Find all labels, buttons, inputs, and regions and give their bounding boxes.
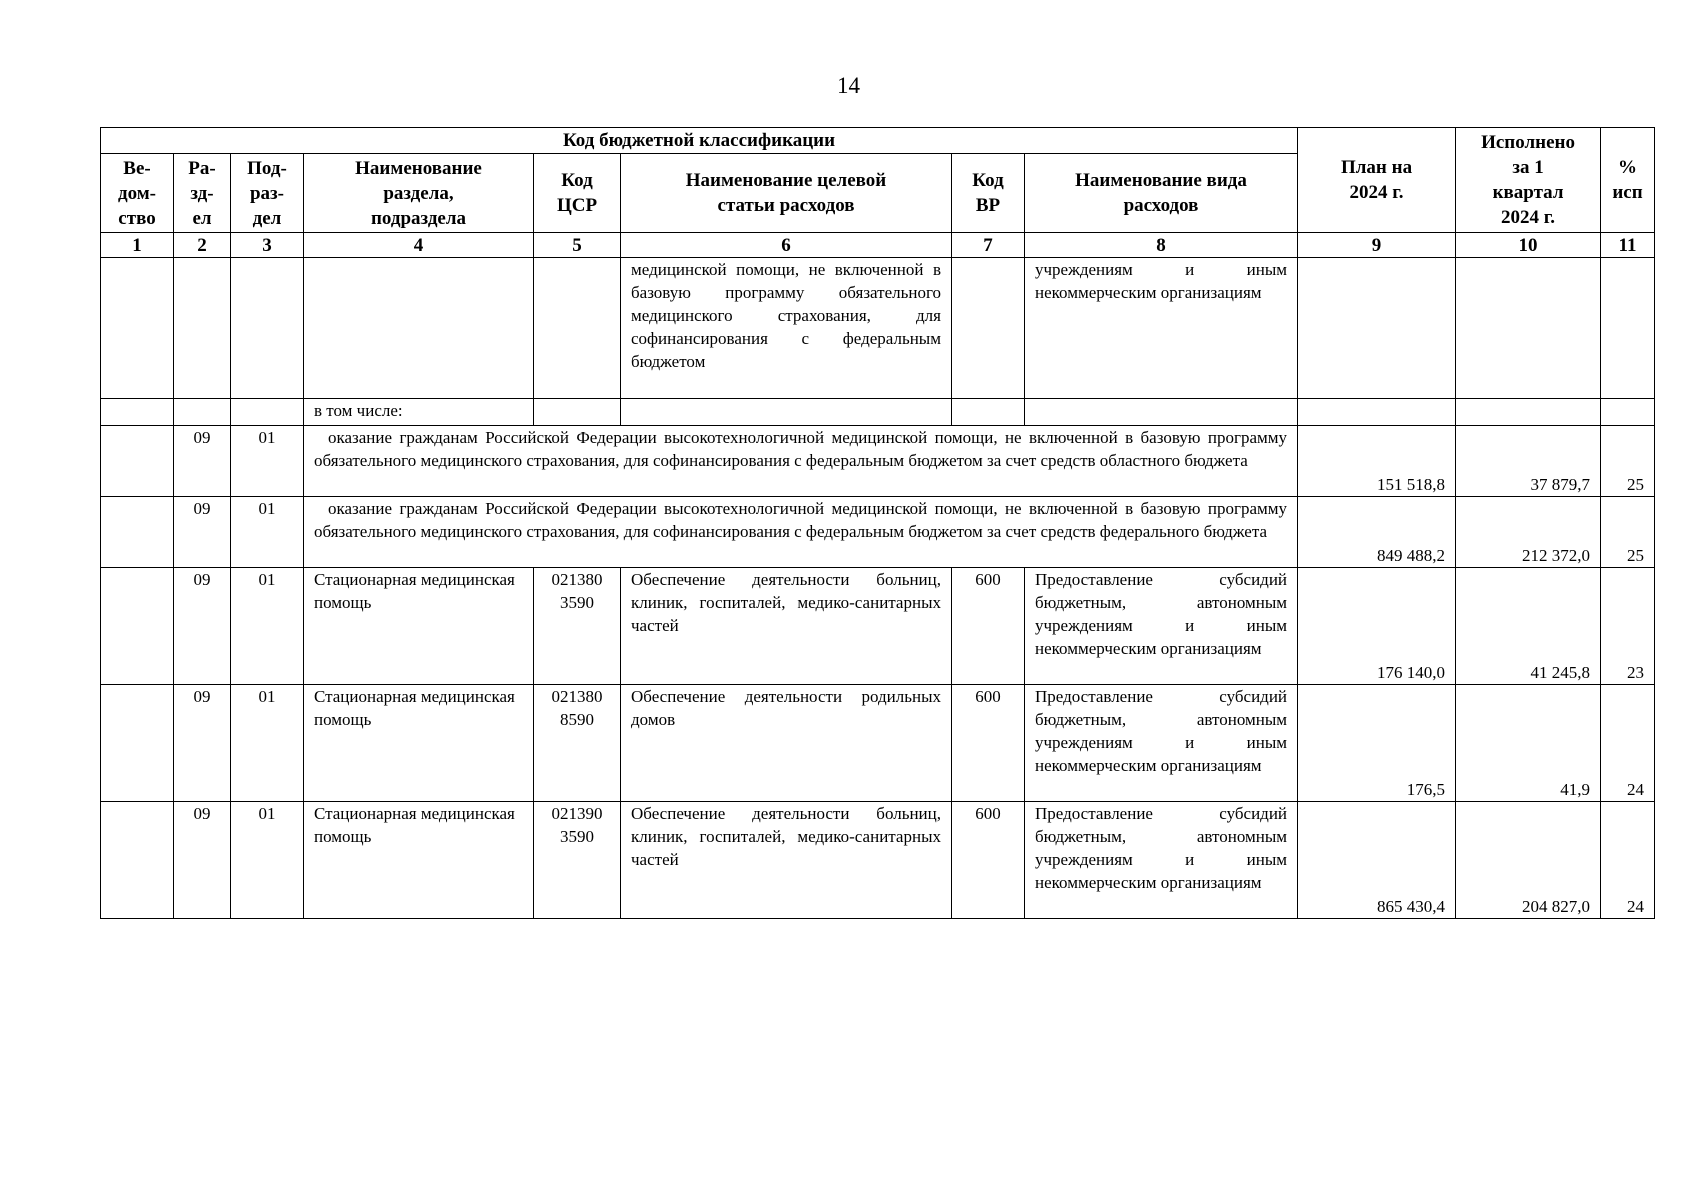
expense-type-header: Наименование вида расходов (1025, 154, 1298, 233)
target-item-cell: Обеспечение деятельности больниц, клиник, госпиталей, медико-санитарных частей (621, 568, 952, 685)
budget-classification-header: Код бюджетной классификации (101, 128, 1298, 154)
expense-type-cell: Предоставление субсидий бюджетным, автономным учреждениям и иным некоммерческим организациям (1025, 802, 1298, 919)
section-cell: 09 (174, 568, 231, 685)
table-row (101, 568, 1655, 685)
executed-header: Исполнено за 1 квартал 2024 г. (1456, 128, 1601, 233)
column-number: 9 (1298, 233, 1456, 258)
percent-header: % исп (1601, 128, 1655, 233)
executed-cell: 41,9 (1456, 685, 1601, 802)
executed-cell: 41 245,8 (1456, 568, 1601, 685)
percent-cell: 24 (1601, 685, 1655, 802)
vr-code-cell: 600 (952, 568, 1025, 685)
column-number: 11 (1601, 233, 1655, 258)
table-row (101, 426, 1655, 497)
target-item-cell: Обеспечение деятельности родильных домов (621, 685, 952, 802)
vr-code-header: Код ВР (952, 154, 1025, 233)
column-number: 4 (304, 233, 534, 258)
section-cell: 09 (174, 802, 231, 919)
csr-code-cell: 021380 3590 (534, 568, 621, 685)
column-number: 10 (1456, 233, 1601, 258)
column-number: 2 (174, 233, 231, 258)
section-name-cell: Стационарная медицинская помощь (304, 685, 534, 802)
executed-cell: 37 879,7 (1456, 426, 1601, 497)
section-cell: 09 (174, 426, 231, 497)
vr-code-cell: 600 (952, 685, 1025, 802)
target-item-cell: медицинской помощи, не включенной в базовую программу обязательного медицинского страхования, для софинансирования с федеральным бюджетом (621, 258, 952, 399)
plan-cell: 865 430,4 (1298, 802, 1456, 919)
subsection-cell: 01 (231, 497, 304, 568)
csr-code-header: Код ЦСР (534, 154, 621, 233)
percent-cell: 25 (1601, 497, 1655, 568)
executed-cell: 204 827,0 (1456, 802, 1601, 919)
table-row (101, 399, 1655, 426)
subsection-cell: 01 (231, 685, 304, 802)
section-name-cell: Стационарная медицинская помощь (304, 802, 534, 919)
expense-type-cell: Предоставление субсидий бюджетным, автономным учреждениям и иным некоммерческим организациям (1025, 568, 1298, 685)
column-number: 1 (101, 233, 174, 258)
section-header: Ра- зд- ел (174, 154, 231, 233)
merged-description-cell: оказание гражданам Российской Федерации высокотехнологичной медицинской помощи, не включенной в базовую программу обязательного медицинского страхования, для софинансирования с федеральным бюджетом за счет средств областного бюджета (304, 426, 1298, 497)
column-numbers-row (101, 233, 1655, 258)
expense-type-cell: Предоставление субсидий бюджетным, автономным учреждениям и иным некоммерческим организациям (1025, 685, 1298, 802)
section-cell: 09 (174, 497, 231, 568)
column-number: 3 (231, 233, 304, 258)
plan-cell: 849 488,2 (1298, 497, 1456, 568)
plan-header: План на 2024 г. (1298, 128, 1456, 233)
section-name-cell: Стационарная медицинская помощь (304, 568, 534, 685)
subsection-cell: 01 (231, 426, 304, 497)
budget-table (100, 127, 1655, 919)
column-number: 8 (1025, 233, 1298, 258)
subsection-cell: 01 (231, 568, 304, 685)
merged-description-cell: оказание гражданам Российской Федерации высокотехнологичной медицинской помощи, не включенной в базовую программу обязательного медицинского страхования, для софинансирования с федеральным бюджетом за счет средств федерального бюджета (304, 497, 1298, 568)
page-number: 14 (837, 73, 860, 98)
section-name-header: Наименование раздела, подраздела (304, 154, 534, 233)
target-item-cell: Обеспечение деятельности больниц, клиник, госпиталей, медико-санитарных частей (621, 802, 952, 919)
column-number: 5 (534, 233, 621, 258)
department-header: Ве- дом- ство (101, 154, 174, 233)
table-row (101, 802, 1655, 919)
column-number: 6 (621, 233, 952, 258)
csr-code-cell: 021380 8590 (534, 685, 621, 802)
plan-cell: 176,5 (1298, 685, 1456, 802)
plan-cell: 176 140,0 (1298, 568, 1456, 685)
expense-type-cell: учреждениям и иным некоммерческим организациям (1025, 258, 1298, 399)
percent-cell: 25 (1601, 426, 1655, 497)
section-cell: 09 (174, 685, 231, 802)
section-name-cell: в том числе: (304, 399, 534, 426)
target-item-header: Наименование целевой статьи расходов (621, 154, 952, 233)
csr-code-cell: 021390 3590 (534, 802, 621, 919)
table-row (101, 258, 1655, 399)
executed-cell: 212 372,0 (1456, 497, 1601, 568)
vr-code-cell: 600 (952, 802, 1025, 919)
column-number: 7 (952, 233, 1025, 258)
plan-cell: 151 518,8 (1298, 426, 1456, 497)
percent-cell: 24 (1601, 802, 1655, 919)
subsection-header: Под- раз- дел (231, 154, 304, 233)
table-row (101, 497, 1655, 568)
percent-cell: 23 (1601, 568, 1655, 685)
table-row (101, 685, 1655, 802)
subsection-cell: 01 (231, 802, 304, 919)
